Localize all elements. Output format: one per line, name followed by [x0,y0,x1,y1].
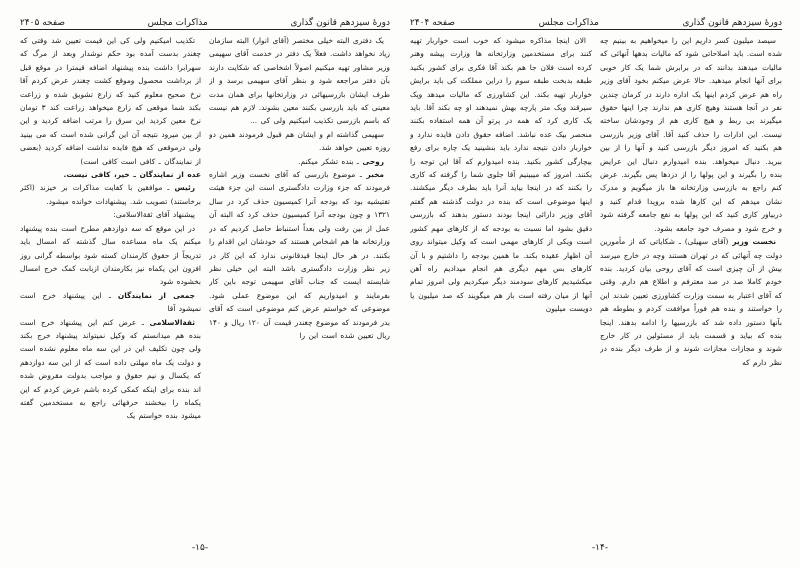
paragraph: الان اینجا مذاکره میشود که خوب است خواربار تهیه کنند برای مستخدمین وزارتخانه ها وزارت پیشه وهنر کرده است فلان جا هم بکند آقا فکری برای کشور بکنید طبقه بدبخت طبقه سوم را دراین مملکت کی باید برایش خواربار تهیه بکند. این کشاورزی که مالیات میدهد ویک سیرقند ویک متر پارچه بهش نمیدهند او چه بکند آقا. باید یک کاری کرد که همه در پرتو آن همه استفاده بکنند منحصر بیک عده نباشد. اضافه حقوق دادن فایده ندارد و خواربار دادن نتیجه ندارد باید بنشینید یک چاره برای رفع بیچارگی کشور بکنید. بنده امیدوارم که آقا این توجه را بکنند. امروز که میبینیم آقا جلوی شما را گرفته که کاری را بکنند که در اینجا بیاید آنرا باید بطرف دیگر میکشند. اینها موضوعی است که بنده در دولت گذشته هم گفتم آقای وزیر دارائی اینجا بودند دستور بدهند که بازرسی دقیق بشود اما نسبت به بودجه که از کارهای مهم کشور است ویکی از کارهای مهمی است که وکیل میتواند روی آن اظهار عقیده بکند. ما همین بودجه را داشتیم و با آن کارهای بس مهم دیگری هم انجام میدادیم راه آهن میکشیدیم کارهای سودمند دیگر میکردیم ولی امروز تمام آنها از میان رفته است باز هم میگویند که صد میلیون یا دویست میلیون [410,36,592,314]
speaker-line [20,222,201,289]
speech-text: (آقای سهیلی) ـ شکایاتی که از مأمورین دولت چه آنهائی که در تهران هستند وچه در خارج میرسد بیش از آن چیزی است که آقای روحی بیان کردید. بنده خودم کاملا صد در صد معترفم و اطلاع هم دارم. وقتی که آقای اعتبار به سمت وزارت کشاورزی تعیین شدند این را خواستند و بنده هم فوراً موافقت کردم و بطوطه هم بآنها دستور داده شد که بازرسیها را ادامه بدهند. اینجا بنده که بیاید و قسمت باید از مسئولین در کار خارج شوند و مجازات مجازات شوند و از طرف دیگر بنده در نظر دارم که [600,237,782,367]
speaker-name: روحی [362,156,384,166]
speaker-name: رئیس [174,183,195,193]
paragraph: تکذیب امیکنیم ولی کی این قیمت تعیین شد وقتی که چغندر بدست آمده بود حکم نوشدار وبعد از مرگ که سهرابرا داشت بنده پیشنهاد اضافه قیمترا در موقع قبل از برداشت محصول وموقع کشت چغندر عرض کردم آقا نرخ صحیح معلوم کنید که زارع تشویق شده و زراعت بکند شما موقعی که زارع میخواهد زراعت کند ۳ تومان نرخ معین کردید این سرق را مرتب اضافه کردید و این از بین میرود نتیجه آن این گرانی شده است که می بینید ولی درموقعی که هیچ فایده نداشت اضافه کردید (بعضی از نمایندگان ـ کافی است کافی است) [20,36,201,166]
text-columns [410,34,782,535]
speaker-name: جمعی از نمایندگان [117,290,196,300]
text-column [410,34,592,535]
session-title: دورهٔ سیزدهم قانون گذاری [290,18,390,28]
page-number: -۱۵- [191,543,209,553]
speech-text: ـ موضوع بازرسی که آقای نخست وزیر اشاره فرمودند که جزء وزارت دادگستری است این جزء هیئت تفتیشیه بود که بودجه آنرا کمیسیون حذف کرد در سال ۱۳۲۱ و چون بودجه آنرا کمیسیون حذف کرد که البته آن عمل از بین رفت ولی بعداً استنباط حاصل کردیم که در وزارتخانه ها هم اشخاص هستند که خودشان این اقدام را بکنند. در هر حال اینجا قیدقانونی ندارد که این کار در زیر نظر وزارت دادگستری باشد البته این خیلی نظر شایسته ایست که جناب آقای سهیمی توجه باین کار بفرمایند و امیدواریم که این موضوع عملی شود. موضوعی که خواستم عرض کنم موضوعی است که آقای بدر فرمودند که موضوع چغندر قیمت آن ۱۲۰ ریال و ۱۴۰ ریال تعیین شده است این را [209,170,390,340]
session-title: دورهٔ سیزدهم قانون گذاری [682,18,782,28]
speech-text: ـ خیر، کافی نیست. [63,170,136,180]
speaker-line [600,235,782,369]
speech-text: ـ این پیشنهاد خرج است نمیشود آقا [20,290,201,314]
speech-text: ـ عرض کنم این پیشنهاد خرج است بنده هم میدانستم که وکیل نمیتواند پیشنهاد خرج بکند ولی چون تکلیف این در این سه ماه معلوم نشده است و دولت یک ماه مهلتی داده است که از این سه دوازدهم که یکسال و نیم حقوق و مواجب بدولت مقروض شده اند بنده برای اینکه کمکی کرده باشم عرض کردم که این یکماه را ببخشند حرفهائی راجع به مستخدمین گفته میشود بنده خواستم یک [20,317,201,421]
speaker-line [20,316,201,423]
speaker-line [209,155,390,168]
speaker-line [209,168,390,342]
paragraph: سیصد میلیون کسر داریم این را میخواهیم به بینیم چه شده است. باید اصلاحاتی شود که مالیات بدهها آنهائی که مالیات میدهند بدانند که در برابرش شما یک کار خوبی برای آنها انجام میدهید. حالا عرض میکنم بخود آقای وزیر راه هم عرض کردم اینها یک اداره دارند در کرمان چندین نفر در آنجا هستند وهیچ کاری هم ندارند چرا اینها حقوق میگیرند بی ربط و هیچ کاری هم از وجودشان ساخته نیست. این ادارات را حذف کنید آقا. آقای وزیر بازرسی هم بکنید که امروز دیگر بازرسی کنید و آنها را از بین ببرید. دنبال میخواهد. بنده امیدوارم دنبال این عرایض بنده را بگیرند و این پولها را از دزدها پس بگیرند. عرض کنم راجع به بازرسی وزارتخانه ها باز میگویم و مدرک نشان میدهم که این کارها شده برویدا قدام کنید و دربیاور کاری کنید که این پولها به نفع جامعه گرفته شود و خرج شود و مصرف خود جامعه بشود. [600,36,782,233]
paragraph: یک دفتری البته خیلی مختصر (آقای انوار) البته سازمان زیاد نخواهد داشت. فعلاً یک دفتر در خدمت آقای سهیمی وزیر مشاور تهیه میکنیم اصولاً اشخاصی که شکایت دارند بآن دفتر مراجعه شود و بنظر آقای سهیمی برسد و از طرف ایشان بازرسیهائی در وزارتخانها برای همان مدت معینی که باید بازرسی بکنند معین بشوند. لازم هم نیست که باسم بازرسی تکذیب امیکنیم ولی کی ... [209,36,390,126]
page-2404 [400,0,800,569]
speech-text: ـ بنده تشکر میکنم. [298,156,359,166]
speech-text: در این موقع که سه دوازدهم مطرح است بنده پیشنهاد میکنم یک ماه مساعده سال گذشته که امسال باید تدریجاً از حقوق کارمندان کسته شود بواسطه گرانی روز افزون این یکماه نیز بکارمندان ازبابت کمک خرج امسال بخشوده شود [20,223,201,287]
page-label: صفحه ۲۴۰۴ [410,18,456,28]
speaker-name: نخست وزیر [732,237,776,247]
speaker-line [20,168,201,181]
speaker-line [20,181,201,208]
publication-title: مذاکرات مجلس [147,18,208,28]
speaker-line [20,289,201,316]
paragraph: سهیمی گذاشته ام و ایشان هم قبول فرمودند همین دو روزه تعیین خواهد شد. [209,129,390,153]
speaker-line [20,208,201,221]
page-header [410,8,782,30]
text-column [20,34,201,535]
speaker-name: ثقةالاسلامی [149,317,195,327]
speech-text: پیشنهاد آقای ثقةالاسلامی: [113,210,195,220]
text-column [600,34,782,535]
page-number: -۱۴- [591,543,609,553]
publication-title: مذاکرات مجلس [538,18,599,28]
text-column [209,34,390,535]
speaker-name: عده از نمایندگان [139,170,201,180]
page-label: صفحه ۲۴۰۵ [20,18,66,28]
speech-text: ـ موافقین با کفایت مذاکرات بر خیزند (اکثر برخاستند) تصویب شد. پیشنهادات خوانده میشود. [20,183,201,206]
text-columns [20,34,390,535]
page-header [20,8,390,30]
speaker-name: مخبر [366,170,384,180]
